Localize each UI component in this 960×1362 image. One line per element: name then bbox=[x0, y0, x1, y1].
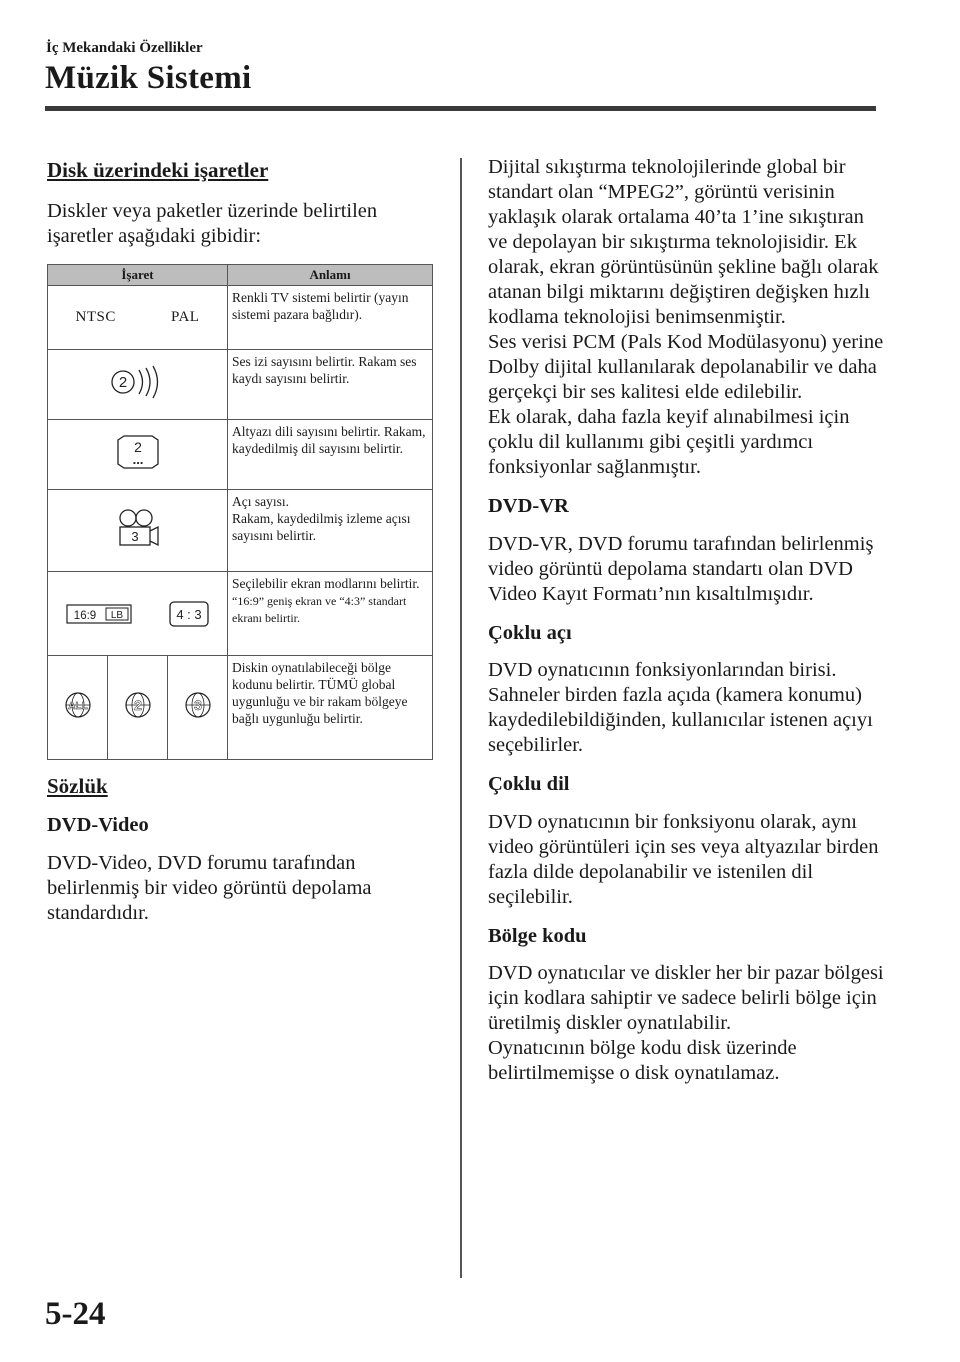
region-all-globe-icon bbox=[63, 690, 93, 720]
region-3-globe-icon bbox=[183, 690, 213, 720]
subtitle-icon bbox=[116, 434, 160, 470]
svg-text:2: 2 bbox=[118, 374, 127, 392]
header-rule bbox=[45, 106, 876, 111]
widescreen-lb-icon bbox=[66, 604, 132, 624]
row-desc: Renkli TV sistemi belirtir (yayın sistemi pazara bağlıdır). bbox=[228, 286, 433, 350]
row-desc bbox=[228, 572, 433, 656]
table-row bbox=[48, 420, 433, 490]
table-row bbox=[48, 656, 433, 760]
functions-paragraph: Ek olarak, daha fazla keyif alınabilmesi için çoklu dil kullanımı gibi çeşitli yardımcı fonksiyonlar sağlanmıştır. bbox=[488, 406, 850, 478]
table-row bbox=[48, 350, 433, 420]
section-label: İç Mekandaki Özellikler bbox=[46, 40, 203, 56]
mpeg2-paragraph: Dijital sıkıştırma teknolojilerinde global bir standart olan “MPEG2”, görüntü verisinin yaklaşık olarak ortalama 40’ta 1’ine sıkıştıran ve depolayan bir sıkıştırma teknolojisidir. Ek olarak, ekran görüntüsünün şekline bağlı olarak atanan bilgi miktarını değiştiren değişken hızlı kodlama teknolojisi benimsenmiştir. bbox=[488, 156, 879, 328]
region-code-text: DVD oynatıcılar ve diskler her bir pazar bölgesi için kodlara sahiptir ve sadece belirli bölge için üretilmiş diskler oynatılabilir. bbox=[488, 962, 884, 1035]
marks-heading: Disk üzerindeki işaretler bbox=[47, 158, 269, 182]
dvd-video-text: DVD-Video, DVD forumu tarafından belirlenmiş bir video görüntü depolama standardıdır. bbox=[47, 851, 372, 924]
row-desc: Açı sayısı. Rakam, kaydedilmiş izleme açısı sayısını belirtir. bbox=[228, 490, 433, 572]
row-desc: Altyazı dili sayısını belirtir. Rakam, kaydedilmiş dil sayısını belirtir. bbox=[228, 420, 433, 490]
col-mark-header: İşaret bbox=[48, 265, 228, 286]
svg-text:3: 3 bbox=[130, 529, 139, 545]
multi-lang-text: DVD oynatıcının bir fonksiyonu olarak, aynı video görüntüleri için ses veya altyazılar birden fazla dilde depolanabilir ve istenilen dil seçilebilir. bbox=[488, 810, 879, 908]
svg-text:LB: LB bbox=[111, 609, 124, 621]
ntsc-label: NTSC bbox=[75, 309, 116, 326]
svg-text:4 : 3: 4 : 3 bbox=[176, 606, 202, 622]
table-row bbox=[48, 572, 433, 656]
table-row bbox=[48, 490, 433, 572]
angle-camera-icon bbox=[114, 507, 162, 549]
region-code-note: Oynatıcının bölge kodu disk üzerinde belirtilmemişse o disk oynatılamaz. bbox=[488, 1037, 797, 1085]
multi-angle-text: DVD oynatıcının fonksiyonlarından birisi. Sahneler birden fazla açıda (kamera konumu) kaydedilebildiğinden, kullanıcılar istenen açıyı seçebilirler. bbox=[488, 659, 873, 757]
column-divider bbox=[460, 158, 462, 1278]
chapter-title: Müzik Sistemi bbox=[45, 60, 252, 96]
svg-text:16:9: 16:9 bbox=[74, 609, 97, 622]
svg-text:2: 2 bbox=[133, 697, 142, 714]
row-desc-note: “16:9” geniş ekran ve “4:3” standart ekranı belirtir. bbox=[232, 594, 407, 626]
row-desc: Ses izi sayısını belirtir. Rakam ses kaydı sayısını belirtir. bbox=[228, 350, 433, 420]
aspect-4-3-icon bbox=[169, 601, 209, 627]
svg-text:ALL: ALL bbox=[67, 701, 88, 713]
glossary-heading: Sözlük bbox=[47, 774, 108, 799]
table-row bbox=[48, 286, 433, 350]
marks-intro: Diskler veya paketler üzerinde belirtilen işaretler aşağıdaki gibidir: bbox=[47, 200, 378, 248]
dvd-vr-title: DVD-VR bbox=[488, 495, 569, 517]
svg-text:2: 2 bbox=[133, 439, 142, 456]
row-desc: Diskin oynatılabileceği bölge kodunu belirtir. TÜMÜ global uygunluğu ve bir rakam bölgeye bağlı uygunluğu belirtir. bbox=[228, 656, 433, 760]
col-meaning-header: Anlamı bbox=[228, 265, 433, 286]
audio-tracks-icon bbox=[108, 364, 168, 400]
pal-label: PAL bbox=[171, 309, 200, 326]
region-code-title: Bölge kodu bbox=[488, 924, 587, 947]
table-header-row bbox=[48, 265, 433, 286]
page-number: 5-24 bbox=[45, 1296, 106, 1332]
dvd-vr-text: DVD-VR, DVD forumu tarafından belirlenmiş video görüntü depolama standartı olan DVD Video Kayıt Formatı’nın kısaltılmışıdır. bbox=[488, 532, 874, 605]
right-column bbox=[488, 155, 888, 1086]
svg-text:3: 3 bbox=[193, 697, 202, 714]
dolby-paragraph: Ses verisi PCM (Pals Kod Modülasyonu) yerine Dolby dijital kullanılarak depolanabilir ve daha gerçekçi bir ses kalitesi elde edilebilir. bbox=[488, 331, 884, 403]
row-desc-main: Seçilebilir ekran modlarını belirtir. bbox=[232, 576, 420, 592]
marks-table bbox=[47, 264, 433, 760]
svg-text:...: ... bbox=[132, 452, 143, 468]
dvd-video-title: DVD-Video bbox=[47, 814, 149, 837]
multi-angle-title: Çoklu açı bbox=[488, 621, 572, 644]
multi-lang-title: Çoklu dil bbox=[488, 773, 570, 796]
left-column bbox=[47, 152, 437, 926]
region-2-globe-icon bbox=[123, 690, 153, 720]
